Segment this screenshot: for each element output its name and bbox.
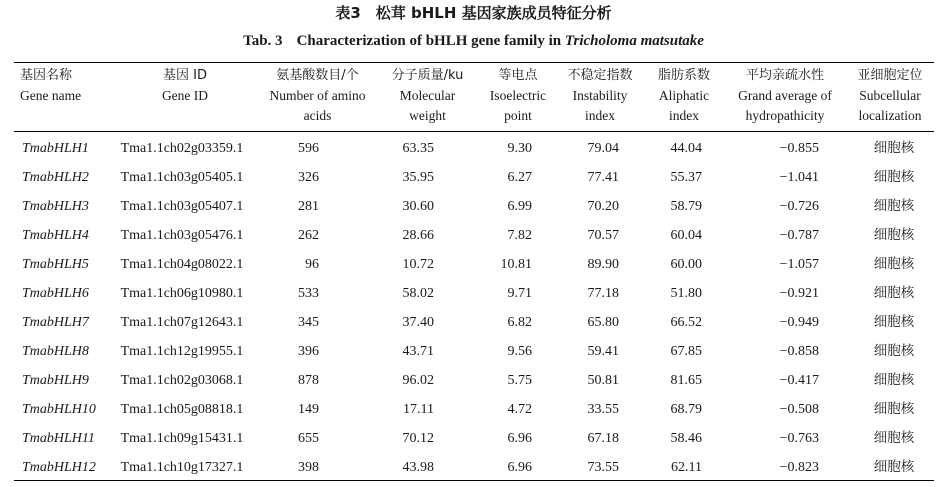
cell-ai: 60.00 xyxy=(670,257,702,272)
cell-pi: 6.96 xyxy=(507,460,532,475)
cell-ai: 66.52 xyxy=(670,315,702,330)
cell-loc: 细胞核 xyxy=(873,314,915,330)
table-row xyxy=(14,279,934,308)
cell-aa: 96 xyxy=(305,257,319,272)
cell-mw: 30.60 xyxy=(402,199,434,214)
cell-mw: 10.72 xyxy=(402,257,434,272)
column-header-cn: 不稳定指数 xyxy=(567,68,633,83)
cell-loc: 细胞核 xyxy=(873,227,915,243)
cell-mw: 43.71 xyxy=(402,344,434,359)
cell-ai: 58.46 xyxy=(670,431,702,446)
column-header-cn: 基因名称 xyxy=(20,68,73,83)
cell-loc: 细胞核 xyxy=(873,140,915,156)
column-header xyxy=(643,66,725,126)
cell-name: TmabHLH8 xyxy=(22,344,89,359)
table-number: Tab. 3 xyxy=(243,33,283,49)
table-title-cn: 表3 松茸 bHLH 基因家族成员特征分析 xyxy=(335,4,612,22)
column-header-en: Gene name xyxy=(20,88,82,103)
cell-ai: 81.65 xyxy=(670,373,702,388)
cell-ii: 70.20 xyxy=(587,199,619,214)
cell-pi: 5.75 xyxy=(507,373,532,388)
cell-gravy: −0.726 xyxy=(779,199,819,214)
cell-pi: 6.82 xyxy=(507,315,532,330)
column-header xyxy=(478,66,558,126)
cell-gravy: −1.057 xyxy=(779,257,819,272)
top-rule xyxy=(14,62,934,63)
cell-name: TmabHLH3 xyxy=(22,199,89,214)
cell-loc: 细胞核 xyxy=(873,256,915,272)
cell-loc: 细胞核 xyxy=(873,401,915,417)
cell-ii: 79.04 xyxy=(587,141,619,156)
cell-pi: 7.82 xyxy=(507,228,532,243)
cell-ii: 77.18 xyxy=(587,286,619,301)
cell-id: Tma1.1ch06g10980.1 xyxy=(120,286,244,301)
table-caption: Characterization of bHLH gene family in xyxy=(296,33,565,49)
cell-aa: 396 xyxy=(298,344,319,359)
column-header xyxy=(20,66,120,106)
cell-mw: 37.40 xyxy=(402,315,434,330)
cell-pi: 4.72 xyxy=(507,402,532,417)
column-header-en: point xyxy=(504,108,532,123)
column-header-cn: 等电点 xyxy=(498,68,538,83)
cell-pi: 9.56 xyxy=(507,344,532,359)
cell-ii: 65.80 xyxy=(587,315,619,330)
cell-mw: 96.02 xyxy=(402,373,434,388)
column-header-cn: 基因 ID xyxy=(163,68,207,83)
column-header-cn: 氨基酸数目/个 xyxy=(276,68,359,83)
cell-aa: 262 xyxy=(298,228,319,243)
table-row xyxy=(14,453,934,482)
cell-id: Tma1.1ch12g19955.1 xyxy=(120,344,244,359)
cell-name: TmabHLH5 xyxy=(22,257,89,272)
species-name: Tricholoma matsutake xyxy=(564,33,704,49)
cell-pi: 9.30 xyxy=(507,141,532,156)
cell-id: Tma1.1ch02g03359.1 xyxy=(120,141,244,156)
cell-name: TmabHLH7 xyxy=(22,315,89,330)
cell-mw: 43.98 xyxy=(402,460,434,475)
cell-mw: 63.35 xyxy=(402,141,434,156)
cell-name: TmabHLH1 xyxy=(22,141,89,156)
cell-aa: 878 xyxy=(298,373,319,388)
cell-gravy: −0.949 xyxy=(779,315,819,330)
column-header-cn: 脂肪系数 xyxy=(657,68,710,83)
column-header-en: localization xyxy=(858,108,922,123)
cell-gravy: −0.823 xyxy=(779,460,819,475)
cell-id: Tma1.1ch05g08818.1 xyxy=(120,402,244,417)
cell-ii: 33.55 xyxy=(587,402,619,417)
column-header xyxy=(725,66,845,126)
table-row xyxy=(14,424,934,453)
column-header-en: Isoelectric xyxy=(489,88,547,103)
header-rule xyxy=(14,131,934,132)
cell-pi: 10.81 xyxy=(500,257,532,272)
column-header xyxy=(255,66,380,126)
cell-ai: 44.04 xyxy=(670,141,702,156)
cell-loc: 细胞核 xyxy=(873,285,915,301)
cell-gravy: −0.763 xyxy=(779,431,819,446)
cell-aa: 345 xyxy=(298,315,319,330)
column-header-en: Grand average of xyxy=(738,88,832,103)
cell-ii: 67.18 xyxy=(587,431,619,446)
cell-name: TmabHLH11 xyxy=(22,431,95,446)
column-header-cn: 分子质量/ku xyxy=(391,68,464,83)
cell-pi: 6.96 xyxy=(507,431,532,446)
cell-ii: 59.41 xyxy=(587,344,619,359)
cell-gravy: −0.508 xyxy=(779,402,819,417)
cell-gravy: −0.787 xyxy=(779,228,819,243)
column-header-en: Molecular xyxy=(399,88,456,103)
cell-mw: 58.02 xyxy=(402,286,434,301)
cell-loc: 细胞核 xyxy=(873,169,915,185)
cell-mw: 35.95 xyxy=(402,170,434,185)
column-header-en: Subcellular xyxy=(859,88,921,103)
cell-loc: 细胞核 xyxy=(873,459,915,475)
table-row xyxy=(14,192,934,221)
cell-name: TmabHLH12 xyxy=(22,460,96,475)
cell-pi: 9.71 xyxy=(507,286,532,301)
cell-mw: 28.66 xyxy=(402,228,434,243)
table-row xyxy=(14,250,934,279)
column-header-en: hydropathicity xyxy=(745,108,825,123)
cell-loc: 细胞核 xyxy=(873,430,915,446)
cell-name: TmabHLH6 xyxy=(22,286,89,301)
cell-aa: 149 xyxy=(298,402,319,417)
table-row xyxy=(14,337,934,366)
cell-ii: 70.57 xyxy=(587,228,619,243)
cell-pi: 6.99 xyxy=(507,199,532,214)
cell-aa: 655 xyxy=(298,431,319,446)
table-row xyxy=(14,395,934,424)
column-header-en: index xyxy=(585,108,615,123)
cell-gravy: −0.921 xyxy=(779,286,819,301)
cell-loc: 细胞核 xyxy=(873,372,915,388)
table-row xyxy=(14,221,934,250)
cell-ii: 77.41 xyxy=(587,170,619,185)
cell-ai: 60.04 xyxy=(670,228,702,243)
column-header-en: Instability xyxy=(572,88,628,103)
cell-name: TmabHLH2 xyxy=(22,170,89,185)
cell-gravy: −0.417 xyxy=(779,373,819,388)
cell-name: TmabHLH4 xyxy=(22,228,89,243)
column-header xyxy=(845,66,935,126)
column-header xyxy=(380,66,475,126)
column-header-en: weight xyxy=(409,108,446,123)
cell-gravy: −0.855 xyxy=(779,141,819,156)
column-header-en: Gene ID xyxy=(161,88,209,103)
cell-ii: 89.90 xyxy=(587,257,619,272)
cell-name: TmabHLH9 xyxy=(22,373,89,388)
cell-id: Tma1.1ch04g08022.1 xyxy=(120,257,244,272)
cell-loc: 细胞核 xyxy=(873,198,915,214)
cell-ai: 67.85 xyxy=(670,344,702,359)
cell-pi: 6.27 xyxy=(507,170,532,185)
cell-aa: 596 xyxy=(298,141,319,156)
cell-mw: 70.12 xyxy=(402,431,434,446)
cell-id: Tma1.1ch02g03068.1 xyxy=(120,373,244,388)
cell-id: Tma1.1ch03g05405.1 xyxy=(120,170,244,185)
column-header xyxy=(558,66,642,126)
cell-aa: 398 xyxy=(298,460,319,475)
cell-aa: 533 xyxy=(298,286,319,301)
column-header-cn: 亚细胞定位 xyxy=(857,68,923,83)
cell-aa: 281 xyxy=(298,199,319,214)
cell-gravy: −0.858 xyxy=(779,344,819,359)
column-header-en: index xyxy=(669,108,699,123)
cell-mw: 17.11 xyxy=(403,402,434,417)
cell-ai: 58.79 xyxy=(670,199,702,214)
cell-gravy: −1.041 xyxy=(779,170,819,185)
cell-name: TmabHLH10 xyxy=(22,402,96,417)
table-row xyxy=(14,163,934,192)
table-row xyxy=(14,366,934,395)
column-header xyxy=(130,66,240,106)
cell-aa: 326 xyxy=(298,170,319,185)
cell-ai: 62.11 xyxy=(671,460,702,475)
table-row xyxy=(14,308,934,337)
cell-id: Tma1.1ch09g15431.1 xyxy=(120,431,244,446)
cell-ii: 50.81 xyxy=(587,373,619,388)
cell-ai: 51.80 xyxy=(670,286,702,301)
cell-id: Tma1.1ch03g05407.1 xyxy=(120,199,244,214)
cell-id: Tma1.1ch07g12643.1 xyxy=(120,315,244,330)
cell-id: Tma1.1ch03g05476.1 xyxy=(120,228,244,243)
cell-ii: 73.55 xyxy=(587,460,619,475)
column-header-en: acids xyxy=(303,108,332,123)
column-header-cn: 平均亲疏水性 xyxy=(745,68,824,83)
table-row xyxy=(14,134,934,163)
cell-ai: 55.37 xyxy=(670,170,702,185)
cell-id: Tma1.1ch10g17327.1 xyxy=(120,460,244,475)
cell-loc: 细胞核 xyxy=(873,343,915,359)
column-header-en: Number of amino xyxy=(269,88,366,103)
table-title-en xyxy=(0,30,947,52)
column-header-en: Aliphatic xyxy=(658,88,710,103)
cell-ai: 68.79 xyxy=(670,402,702,417)
